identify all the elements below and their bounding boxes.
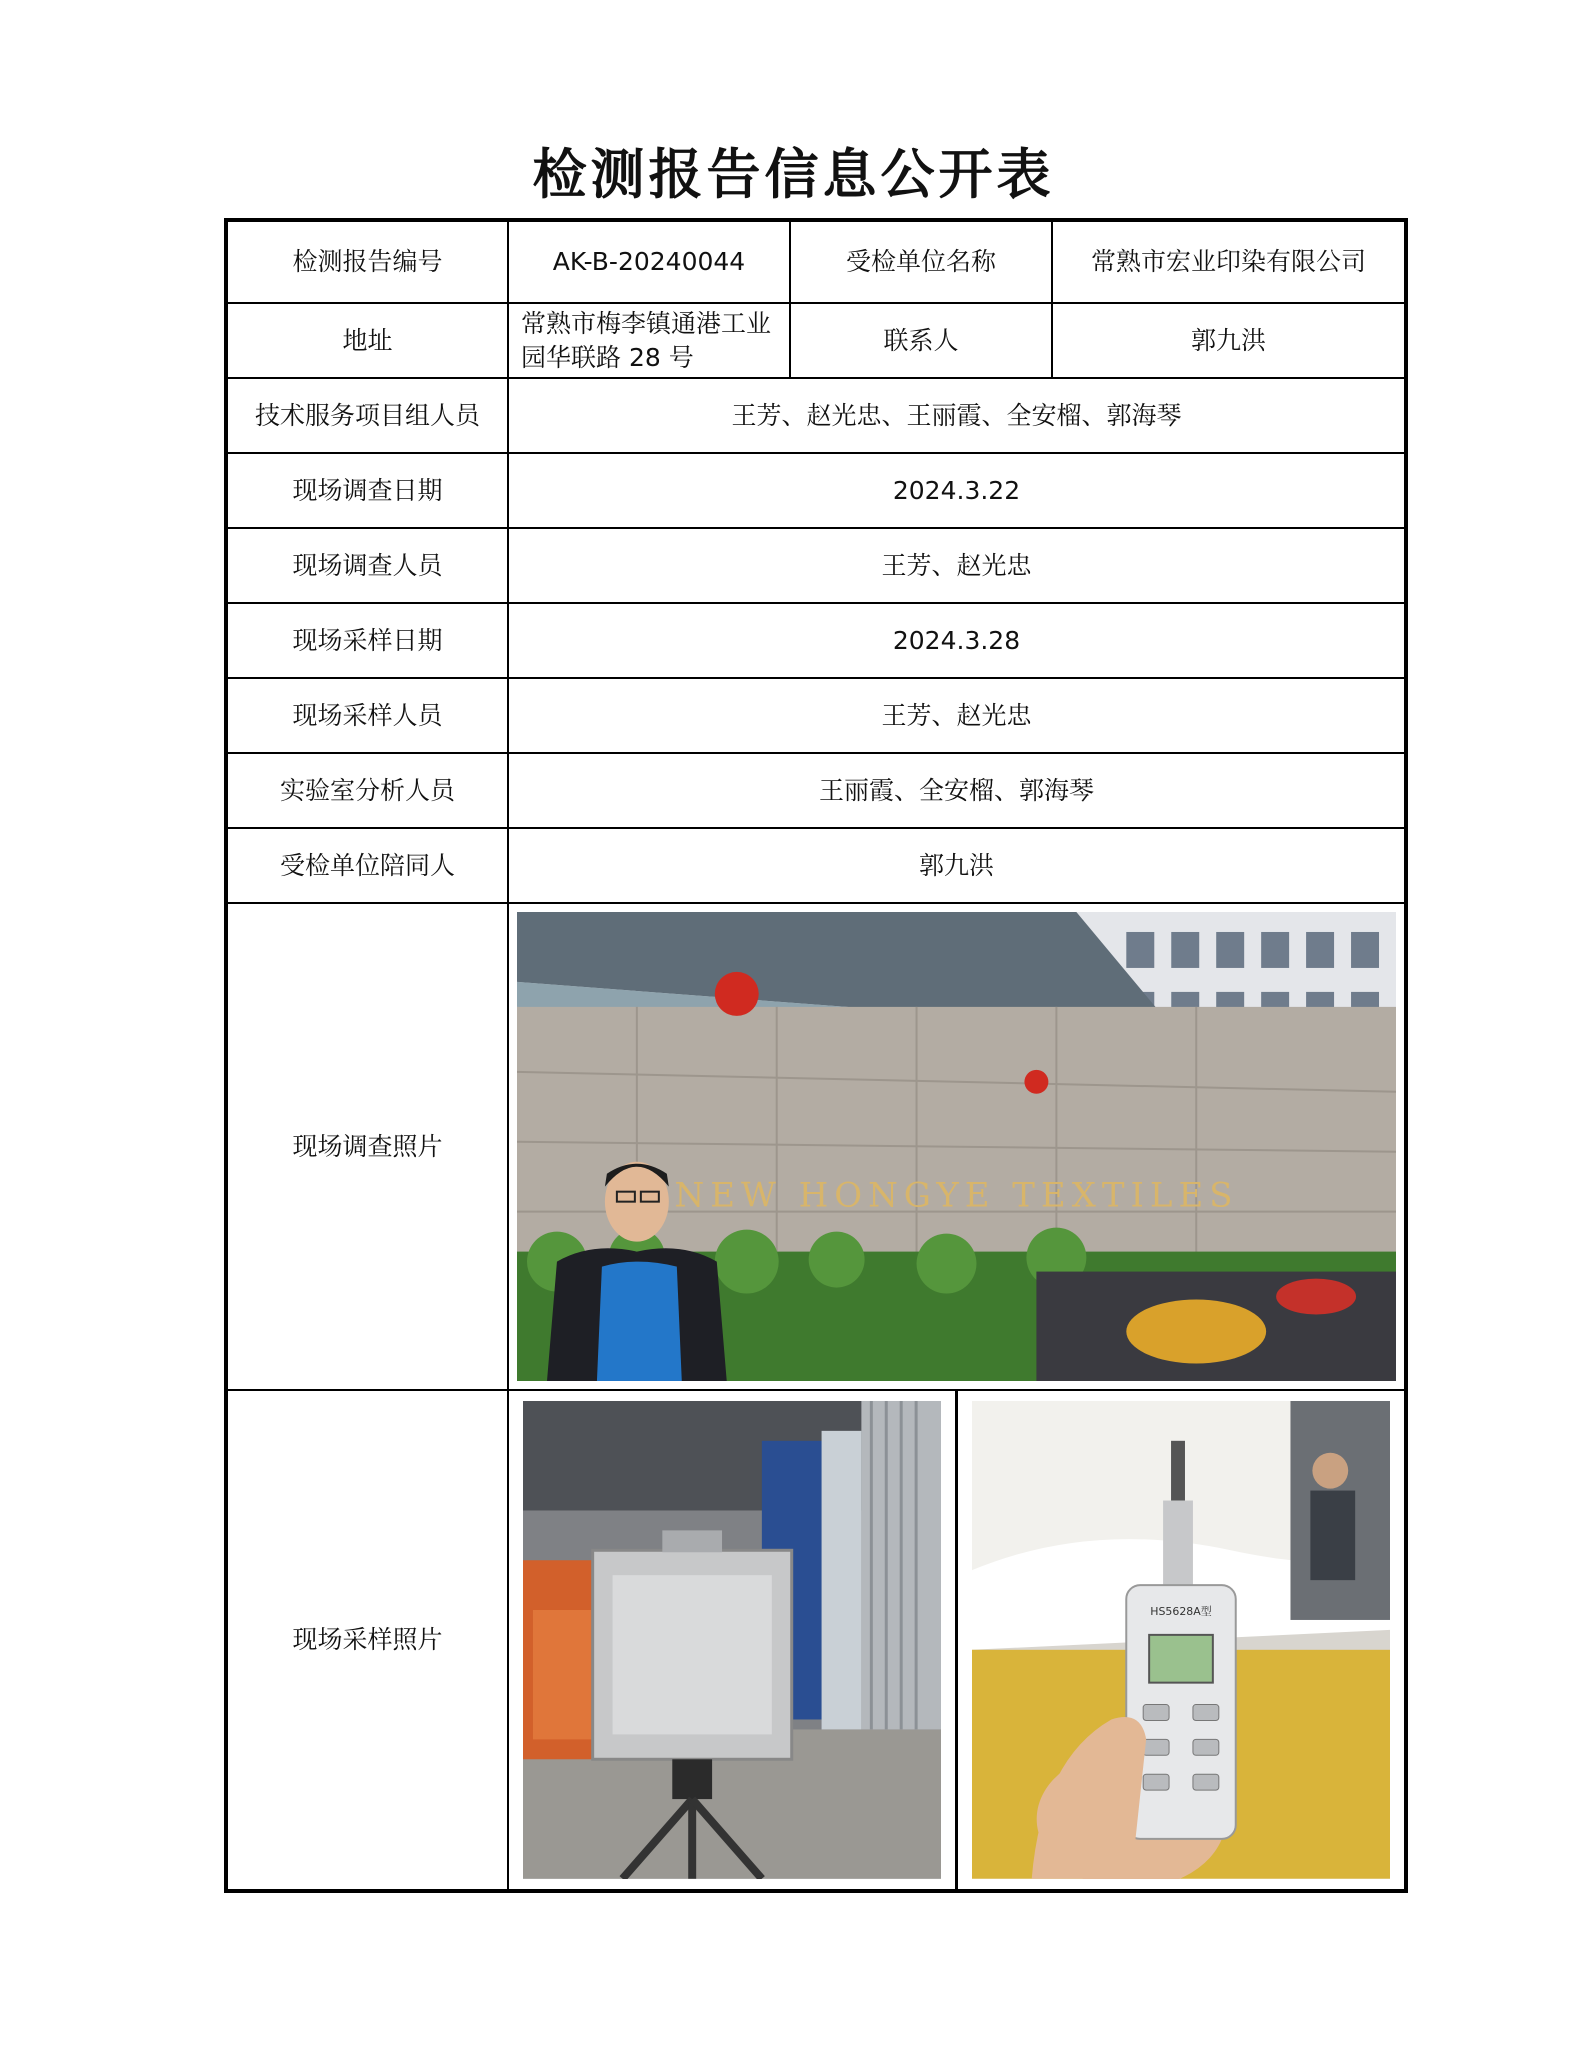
team-value: 王芳、赵光忠、王丽霞、全安榴、郭海琴 [508,378,1406,453]
sample-staff-label: 现场采样人员 [226,678,508,753]
sound-meter-photo-image [972,1401,1390,1879]
table-row [226,1390,1406,1891]
contact-label: 联系人 [790,303,1052,378]
report-no-value: AK-B-20240044 [508,220,790,303]
table-row [226,828,1406,903]
sample-photo-label: 现场采样照片 [226,1390,508,1891]
table-row [226,303,1406,378]
table-row [226,753,1406,828]
table-row [226,678,1406,753]
sample-photo-cell [508,1390,1406,1891]
sample-date-value: 2024.3.28 [508,603,1406,678]
survey-date-label: 现场调查日期 [226,453,508,528]
report-no-label: 检测报告编号 [226,220,508,303]
sample-photo-left [509,1391,955,1889]
survey-staff-value: 王芳、赵光忠 [508,528,1406,603]
table-row [226,378,1406,453]
survey-photo-image [517,912,1396,1381]
unit-name-value: 常熟市宏业印染有限公司 [1052,220,1406,303]
sampler-photo-image [523,1401,941,1879]
table-row [226,220,1406,303]
sample-photo-right [955,1391,1404,1889]
escort-value: 郭九洪 [508,828,1406,903]
survey-photo-label: 现场调查照片 [226,903,508,1390]
table-row [226,453,1406,528]
contact-value: 郭九洪 [1052,303,1406,378]
escort-label: 受检单位陪同人 [226,828,508,903]
survey-date-value: 2024.3.22 [508,453,1406,528]
table-row [226,903,1406,1390]
sample-staff-value: 王芳、赵光忠 [508,678,1406,753]
table-row [226,528,1406,603]
lab-staff-value: 王丽霞、全安榴、郭海琴 [508,753,1406,828]
sign-text: NEW HONGYE TEXTILES [674,1175,1239,1216]
survey-photo [517,912,1396,1381]
survey-staff-label: 现场调查人员 [226,528,508,603]
meter-model-label: HS5628A型 [1150,1605,1212,1619]
team-label: 技术服务项目组人员 [226,378,508,453]
sample-photos [509,1391,1404,1889]
address-value: 常熟市梅李镇通港工业园华联路 28 号 [508,303,790,378]
address-label: 地址 [226,303,508,378]
survey-photo-cell [508,903,1406,1390]
lab-staff-label: 实验室分析人员 [226,753,508,828]
unit-label: 受检单位名称 [790,220,1052,303]
sample-date-label: 现场采样日期 [226,603,508,678]
page-title: 检测报告信息公开表 [532,143,1055,206]
info-table [224,218,1408,1893]
table-row [226,603,1406,678]
